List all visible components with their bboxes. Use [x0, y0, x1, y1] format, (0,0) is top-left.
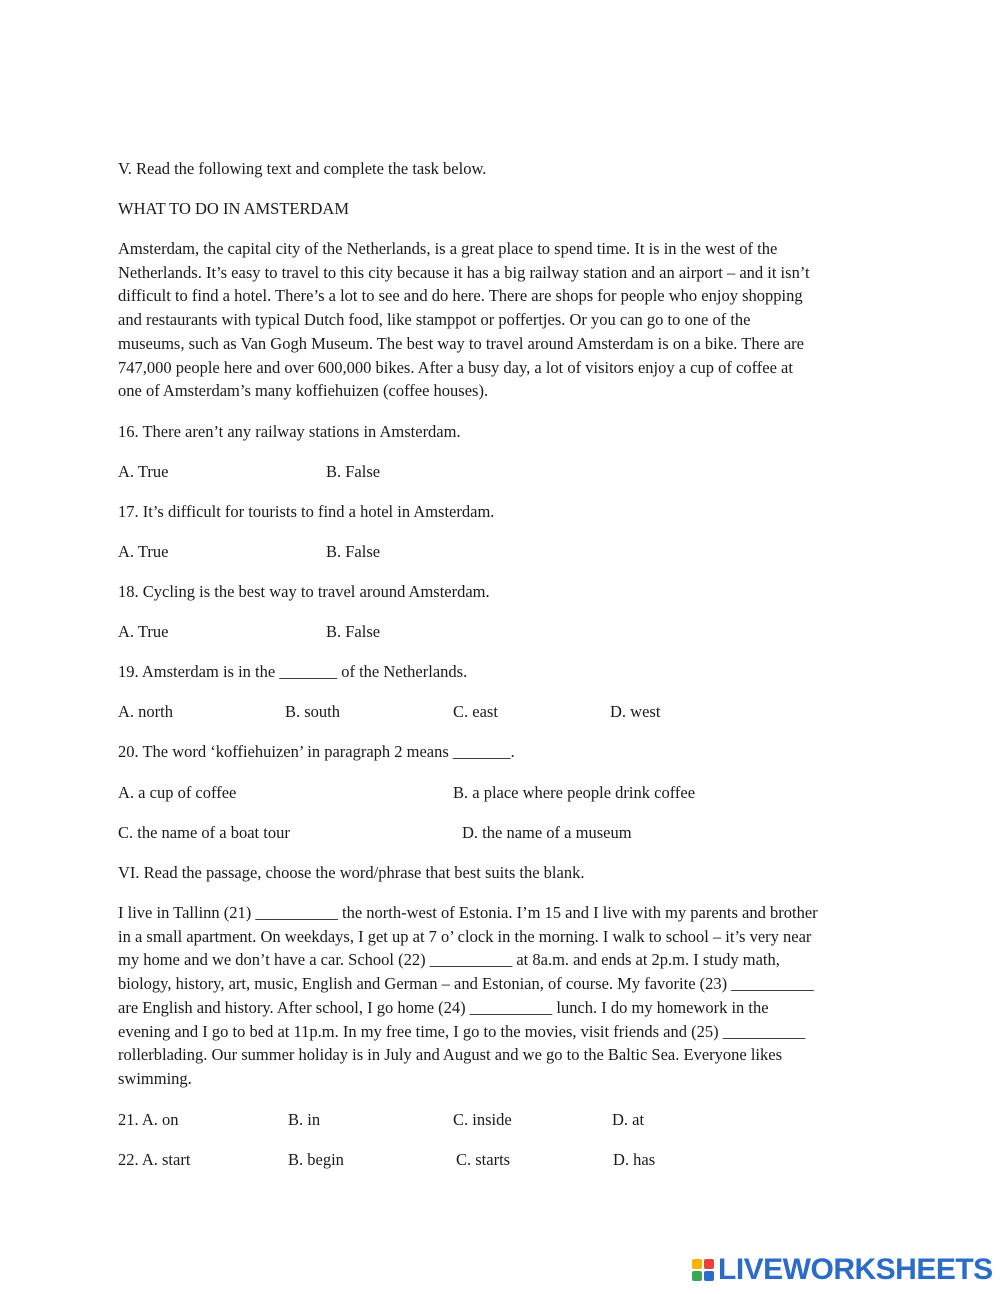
section-6-heading: VI. Read the passage, choose the word/phrase that best suits the blank. — [118, 863, 585, 882]
q19-option-b[interactable]: B. south — [285, 702, 341, 721]
passage-line: and restaurants with typical Dutch food, like stamppot or poffertjes. Or you can go to one of the — [118, 310, 751, 330]
liveworksheets-logo[interactable] — [692, 1254, 993, 1286]
logo-square — [704, 1271, 714, 1281]
q20-option-c[interactable]: C. the name of a boat tour — [118, 823, 290, 842]
passage-line: are English and history. After school, I go home (24) __________ lunch. I do my homework in the — [118, 997, 769, 1017]
passage-line: evening and I go to bed at 11p.m. In my free time, I go to the movies, visit friends and (25) __________ — [118, 1021, 806, 1041]
question-20: 20. The word ‘koffiehuizen’ in paragraph 2 means _______. — [118, 742, 515, 761]
q19-option-c[interactable]: C. east — [453, 702, 498, 721]
question-18: 18. Cycling is the best way to travel around Amsterdam. — [118, 582, 490, 601]
passage-line: my home and we don’t have a car. School (22) __________ at 8a.m. and ends at 2p.m. I study math, — [118, 950, 780, 970]
tallinn-passage — [118, 901, 888, 1091]
q20-option-b[interactable]: B. a place where people drink coffee — [453, 783, 696, 802]
q16-option-a[interactable]: A. True — [118, 462, 169, 481]
q21-option-c[interactable]: C. inside — [453, 1110, 512, 1129]
q22-option-b[interactable]: B. begin — [288, 1150, 344, 1169]
q18-option-b[interactable]: B. False — [326, 622, 381, 641]
q17-option-b[interactable]: B. False — [326, 542, 381, 561]
logo-square — [704, 1259, 714, 1269]
question-16: 16. There aren’t any railway stations in Amsterdam. — [118, 422, 461, 441]
passage-line: in a small apartment. On weekdays, I get up at 7 o’ clock in the morning. I walk to school – it’s very near — [118, 926, 812, 946]
q19-option-d[interactable]: D. west — [610, 702, 661, 721]
question-19: 19. Amsterdam is in the _______ of the Netherlands. — [118, 662, 468, 681]
q20-option-a[interactable]: A. a cup of coffee — [118, 783, 237, 802]
passage-line: one of Amsterdam’s many koffiehuizen (coffee houses). — [118, 381, 489, 401]
logo-square — [692, 1271, 702, 1281]
q19-option-a[interactable]: A. north — [118, 702, 173, 721]
passage-line: I live in Tallinn (21) __________ the north-west of Estonia. I’m 15 and I live with my parents and brother — [118, 903, 818, 922]
passage-line: Amsterdam, the capital city of the Netherlands, is a great place to spend time. It is in the west of the — [118, 239, 778, 258]
q21-option-d[interactable]: D. at — [612, 1110, 645, 1129]
passage-line: museums, such as Van Gogh Museum. The best way to travel around Amsterdam is on a bike. There are — [118, 333, 804, 353]
passage-title: WHAT TO DO IN AMSTERDAM — [118, 199, 350, 218]
passage-line: difficult to find a hotel. There’s a lot to see and do here. There are shops for people who enjoy shopping — [118, 286, 803, 306]
q16-option-b[interactable]: B. False — [326, 462, 381, 481]
amsterdam-passage — [118, 237, 888, 403]
logo-square — [692, 1259, 702, 1269]
q18-option-a[interactable]: A. True — [118, 622, 169, 641]
q20-option-d[interactable]: D. the name of a museum — [462, 823, 632, 842]
passage-line: rollerblading. Our summer holiday is in July and August and we go to the Baltic Sea. Everyone likes — [118, 1045, 783, 1065]
passage-line: swimming. — [118, 1068, 192, 1088]
q21-option-b[interactable]: B. in — [288, 1110, 321, 1129]
passage-line: biology, history, art, music, English and German – and Estonian, of course. My favorite (23) __________ — [118, 974, 814, 994]
q22-option-c[interactable]: C. starts — [456, 1150, 511, 1169]
section-5-heading: V. Read the following text and complete the task below. — [118, 159, 487, 178]
liveworksheets-logo-icon — [692, 1259, 714, 1281]
passage-line: 747,000 people here and over 600,000 bikes. After a busy day, a lot of visitors enjoy a cup of coffee at — [118, 357, 793, 377]
question-17: 17. It’s difficult for tourists to find a hotel in Amsterdam. — [118, 502, 495, 521]
logo-text: LIVEWORKSHEETS — [718, 1253, 993, 1286]
passage-line: Netherlands. It’s easy to travel to this city because it has a big railway station and an airport – and it isn’t — [118, 262, 810, 282]
q21-option-a[interactable]: 21. A. on — [118, 1110, 179, 1129]
q22-option-d[interactable]: D. has — [613, 1150, 656, 1169]
q22-option-a[interactable]: 22. A. start — [118, 1150, 191, 1169]
q17-option-a[interactable]: A. True — [118, 542, 169, 561]
